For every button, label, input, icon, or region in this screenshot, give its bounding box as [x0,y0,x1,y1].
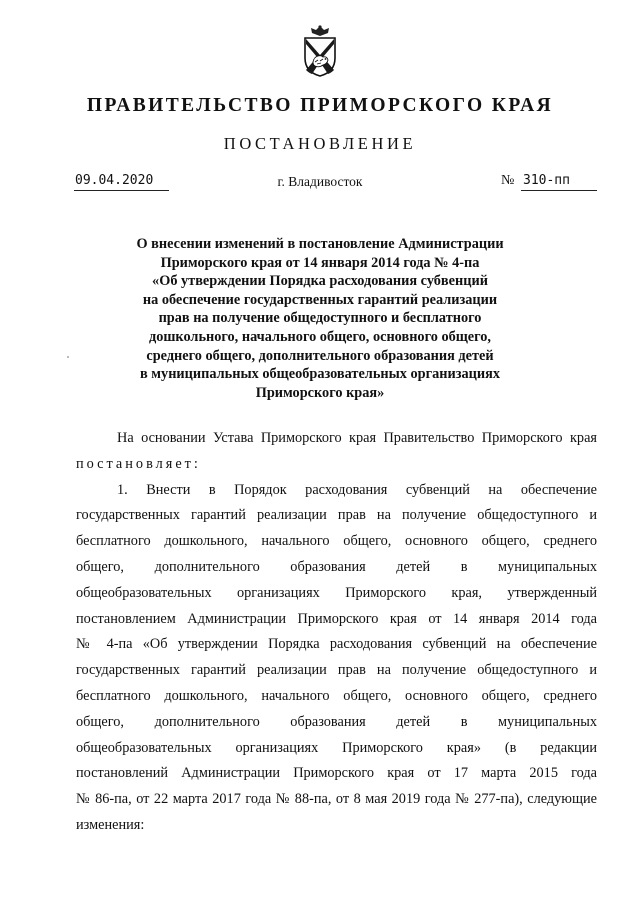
document-body [76,426,597,839]
document-meta-row [0,172,640,194]
subject-line: дошкольного, начального общего, основного общего, [148,328,492,345]
body-line: бесплатного дошкольного, начального общего, основного общего, среднего [76,687,597,704]
body-line: постановлением Администрации Приморского края от 14 января 2014 года [76,610,597,627]
body-line: 1. Внести в Порядок расходования субвенций на обеспечение [117,481,597,498]
body-line: № 4-па «Об утверждении Порядка расходования субвенций на обеспечение [76,636,597,653]
body-line: общеобразовательных организациях Приморского края, утвержденный [76,584,597,601]
document-city: г. Владивосток [277,174,363,189]
subject-line: О внесении изменений в постановление Администрации [136,236,504,252]
body-line: постановлений Администрации Приморского края от 17 марта 2015 года [76,765,597,782]
body-line: государственных гарантий реализации прав на получение общедоступного и [76,662,597,679]
document-number: 310-пп [521,172,597,191]
scan-artifact [67,356,69,358]
coat-of-arms-icon [301,24,339,78]
body-line: государственных гарантий реализации прав на получение общедоступного и [76,507,597,524]
body-line: бесплатного дошкольного, начального общего, основного общего, среднего [76,533,597,550]
subject-line: в муниципальных общеобразовательных организациях [140,366,500,383]
subject-line: среднего общего, дополнительного образования детей [146,347,494,364]
document-subject [90,235,550,402]
number-sign: № [501,173,515,188]
subject-line: на обеспечение государственных гарантий реализации [142,291,498,308]
body-line: общего, дополнительного образования детей в муниципальных [76,713,597,730]
body-line: изменения: [76,816,145,833]
document-date: 09.04.2020 [74,172,169,191]
body-line: общеобразовательных организациях Приморского края» (в редакции [76,739,597,756]
document-number-block [501,172,597,190]
body-line: На основании Устава Приморского края Правительство Приморского края [117,430,597,446]
subject-line: «Об утверждении Порядка расходования субвенций [152,273,488,290]
subject-line: прав на получение общедоступного и бесплатного [158,310,482,327]
body-line: № 86-па, от 22 марта 2017 года № 88-па, от 8 мая 2019 года № 277-па), следующие [76,791,597,808]
document-type: ПОСТАНОВЛЕНИЕ [223,134,417,153]
subject-line: Приморского края» [255,384,385,401]
body-line: общего, дополнительного образования детей в муниципальных [76,558,597,575]
subject-line: Приморского края от 14 января 2014 года № 4-па [160,254,480,271]
government-title: ПРАВИТЕЛЬСТВО ПРИМОРСКОГО КРАЯ [86,95,554,116]
body-line: постановляет: [76,455,201,472]
